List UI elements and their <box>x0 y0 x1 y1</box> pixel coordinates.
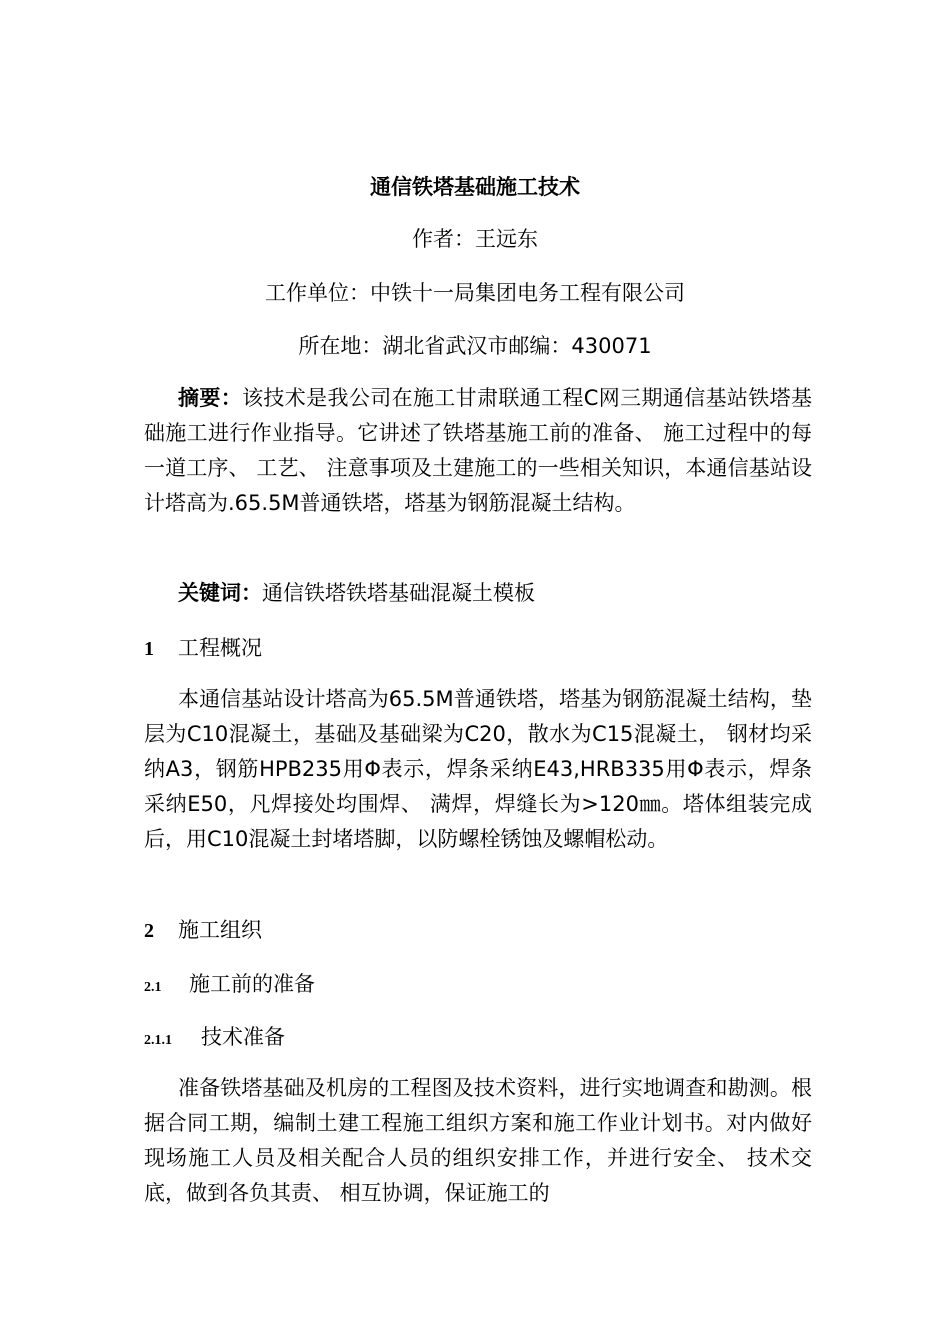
section-title: 施工组织 <box>178 918 262 942</box>
section-heading-2-1-1 <box>144 1021 285 1057</box>
keywords-label: 关键词： <box>178 581 262 605</box>
section-number: 2 <box>144 920 154 942</box>
location-line: 所在地：湖北省武汉市邮编：430071 <box>298 334 652 358</box>
section-1-body: 本通信基站设计塔高为65.5M普通铁塔，塔基为钢筋混凝土结构，垫层为C10混凝土，基础及基础梁为C20，散水为C15混凝土， 钢材均采纳A3，钢筋HPB235用Φ表示，焊条采纳E43,HRB335用Φ表示，焊条采纳E50，凡焊接处均围焊、 满焊，焊缝长为>120㎜。塔体组装完成后，用C10混凝土封堵塔脚，以防螺栓锈蚀及螺帽松动。 <box>144 687 812 851</box>
keywords-text: 通信铁塔铁塔基础混凝土模板 <box>262 581 535 605</box>
section-number: 1 <box>144 638 154 660</box>
section-heading-2-1 <box>144 968 315 1004</box>
abstract-label: 摘要： <box>178 386 243 410</box>
section-title: 技术准备 <box>201 1025 285 1049</box>
section-number: 2.1.1 <box>144 1033 172 1048</box>
section-2-1-1-body: 准备铁塔基础及机房的工程图及技术资料，进行实地调查和勘测。根据合同工期，编制土建工程施工组织方案和施工作业计划书。对内做好现场施工人员及相关配合人员的组织安排工作，并进行安全、 技术交底，做到各负其责、 相互协调，保证施工的 <box>144 1076 812 1205</box>
abstract-paragraph <box>144 381 812 521</box>
author-line: 作者：王远东 <box>412 227 538 251</box>
abstract-text: 该技术是我公司在施工甘肃联通工程C网三期通信基站铁塔基础施工进行作业指导。它讲述了铁塔基施工前的准备、 施工过程中的每一道工序、 工艺、 注意事项及土建施工的一些相关知识，本通信基站设计塔高为.65.5M普通铁塔，塔基为钢筋混凝土结构。 <box>144 386 812 515</box>
document-title: 通信铁塔基础施工技术 <box>370 175 580 199</box>
section-heading-1 <box>144 632 262 665</box>
section-title: 施工前的准备 <box>189 972 315 996</box>
work-unit-line: 工作单位：中铁十一局集团电务工程有限公司 <box>265 281 685 305</box>
section-title: 工程概况 <box>178 636 262 660</box>
section-heading-2 <box>144 914 262 947</box>
keywords-line <box>178 577 535 609</box>
section-number: 2.1 <box>144 980 162 995</box>
